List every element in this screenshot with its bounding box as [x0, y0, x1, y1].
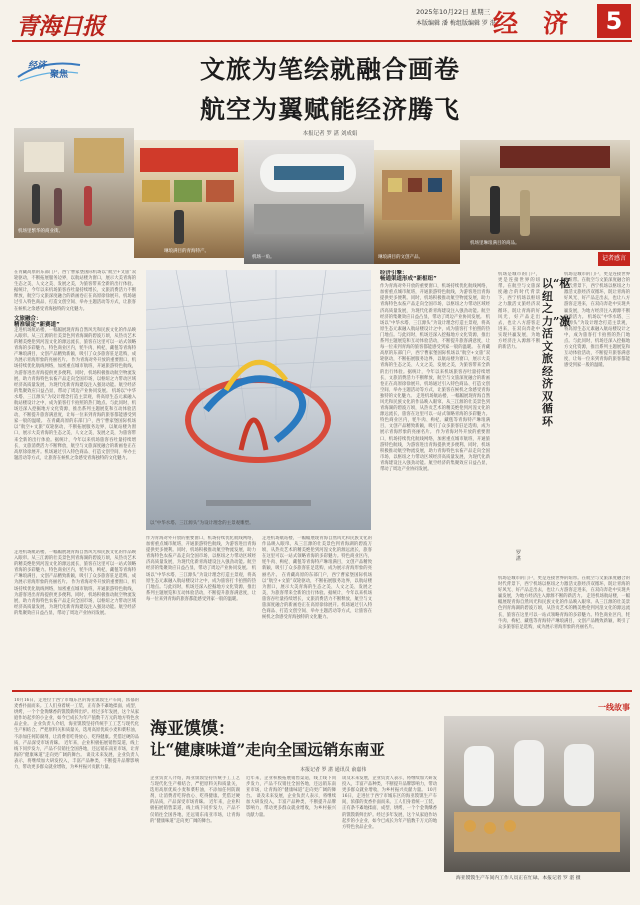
photo-shop-street	[14, 128, 134, 238]
page-number: 5	[605, 7, 623, 35]
sculpture-illustration	[146, 270, 371, 530]
photo-cultural-products	[374, 150, 460, 264]
photo-store-goods	[460, 140, 630, 250]
masthead-editor: 本版编辑 潘 梅	[416, 20, 456, 27]
photo-bakery	[444, 716, 630, 872]
bottom-headline-1: 海亚馍馍：	[150, 719, 235, 739]
commentary-text-right: 机场是城市的门户，更是连接世界的纽带。在航空与文旅深度融合的时代背景下，西宁机场以枢纽之力激活文旅经济双循环，既让青海的好风光、好产品走出去，也让八方游客走进来，在双向奔赴中实现共赢发展，为地方经济注入源源不断的新活力。 机场以“中华水塔、三江源头”为设计理念打造主景观，将高原生态元素融入航站楼设计之中，成为旅客打卡拍照的热门地点。与此同时，机场还深入挖掘地方文化资源，推出系列主题展览和互动体验活动，不断提升旅客满意度，让每一位来到青海的旅客都能感受到家一般的温暖。	[564, 272, 630, 369]
lead-byline: 本报记者 罗 湛 刘成娟	[302, 131, 358, 137]
story-tag-label: 一线故事	[598, 703, 630, 712]
column-tag-top: 经济	[28, 61, 47, 71]
subhead-2: 精准锚定“新赛道”	[14, 321, 60, 328]
commentary-title: 以“枢纽之力”激活文旅经济双循环	[542, 277, 571, 428]
photo-cultural-products-caption: 琳琅满目的文创产品。	[378, 255, 423, 260]
body-col-1: 在青藏高原的东部门户，西宁曹家堡国际机场以“航空+文旅”双轮驱动，不断拓展服务边界，以航站楼为窗口，展示大美青海的生态之美、人文之美、发展之美，为旅客带来全新的出行体验。据统计，今年以来机场旅客吞吐量持续增长，文旅消费活力不断释放，航空与文旅深度融合的新画卷正在高原徐徐展开。机场通过引入特色商品、打造文创空间、举办主题活动等方式，让旅客在候机之余感受青海独特的文化魅力。 文旅融合： 精准锚定“新赛道” 走进机场航站楼，一幅幅展现青海自然风光和民族文化的作品映入眼帘。从三江源的壮美景色到青海湖的碧波万顷，从热贡艺术的精美绝伦到河湟文化的源远流长，旅客在这里可以一站式领略青海的多彩魅力。特色商业区内，牦牛肉、枸杞、藏毯等青海特产琳琅满目，文创产品精致新颖，吸引了众多旅客驻足选购，成为展示青海形象的亮丽名片。 作为青海对外开放的重要窗口，机场持续优化航线网络，加密重点城市航班，开通旅游特色航线，为游客进出青海提供更多便利。同时，机场积极推动航空物流发展，助力青海特色农畜产品走向全国市场，以枢纽之力带动区域经济高质量发展，为现代化新青海建设注入强劲动能。航空经济的集聚效应日益凸显，带动了周边产业协同发展。 机场以“中华水塔、三江源头”为设计理念打造主景观，将高原生态元素融入航站楼设计之中，成为旅客打卡拍照的热门地点。与此同时，机场还深入挖掘地方文化资源，推出系列主题展览和互动体验活动，不断提升旅客满意度，让每一位来到青海的旅客都能感受到家一般的温暖。 在青藏高原的东部门户，西宁曹家堡国际机场以“航空+文旅”双轮驱动，不断拓展服务边界，以航站楼为窗口，展示大美青海的生态之美、人文之美、发展之美，为旅客带来全新的出行体验。据统计，今年以来机场旅客吞吐量持续增长，文旅消费活力不断释放，航空与文旅深度融合的新画卷正在高原徐徐展开。机场通过引入特色商品、打造文创空间、举办主题活动等方式，让旅客在候机之余感受青海独特的文化魅力。	[14, 270, 136, 461]
column-tag-swoosh	[14, 55, 84, 85]
bottom-byline: 本报记者 罗 湛 通讯员 俞嘉伟	[300, 767, 367, 773]
photo-store-goods-caption: 机场里琳琅满目的商品。	[470, 241, 520, 246]
commentary-text-left: 机场是城市的门户，更是连接世界的纽带。在航空与文旅深度融合的时代背景下，西宁机场以枢纽之力激活文旅经济双循环，既让青海的好风光、好产品走出去，也让八方游客走进来，在双向奔赴中实现共赢发展，为地方经济注入源源不断的新活力。	[498, 272, 540, 351]
subhead-1: 文旅融合：	[14, 315, 42, 322]
photo-sculpture	[146, 270, 371, 530]
bottom-col-1: 10月16日，走进位于西宁市城东区的海亚馍馍生产车间，浓郁的麦香扑面而来。工人们身着统一工装，正有条不紊地揉面、成型、烘烤，一个个金黄酥香的馍馍新鲜出炉。经过多年发展，这个从家庭作坊起步的小企业，如今已成长为年产值数千万元的地方特色食品企业。 企业负责人介绍，海亚馍馍坚持传统手工工艺与现代化生产相结合，严把原料关和质量关，选用高原优质小麦和菜籽油，不添加任何防腐剂，让消费者吃得放心、吃得健康。凭借过硬的品质，产品深受市场青睐。 近年来，企业积极拓展销售渠道，线上线下同步发力，产品不仅销往全国各地，还远销东南亚市场，让青海的“健康味道”走向更广阔的舞台。 谈及未来发展，企业负责人表示，将继续加大研发投入，丰富产品种类，不断提升品牌影响力，带动更多群众就业增收，为乡村振兴贡献力量。	[14, 698, 139, 771]
photo-airport-corner-caption: 机场一角。	[252, 255, 275, 260]
lead-headline-2: 航空为翼赋能经济腾飞	[199, 95, 460, 124]
body-col-2: 作为青海对外开放的重要窗口，机场持续优化航线网络，加密重点城市航班，开通旅游特色航线，为游客进出青海提供更多便利。同时，机场积极推动航空物流发展，助力青海特色农畜产品走向全国市场，以枢纽之力带动区域经济高质量发展，为现代化新青海建设注入强劲动能。航空经济的集聚效应日益凸显，带动了周边产业协同发展。 机场以“中华水塔、三江源头”为设计理念打造主景观，将高原生态元素融入航站楼设计之中，成为旅客打卡拍照的热门地点。与此同时，机场还深入挖掘地方文化资源，推出系列主题展览和互动体验活动，不断提升旅客满意度，让每一位来到青海的旅客都能感受到家一般的温暖。	[146, 536, 256, 602]
lead-headline-1: 文旅为笔绘就融合画卷	[199, 55, 460, 84]
commentary-tag-label: 记者感言	[601, 255, 626, 262]
bottom-headline-2: 让“健康味道”走向全国远销东南亚	[150, 740, 385, 759]
bottom-col-3: 近年来，企业积极拓展销售渠道，线上线下同步发力，产品不仅销往全国各地，还远销东南亚市场，让青海的“健康味道”走向更广阔的舞台。 谈及未来发展，企业负责人表示，将继续加大研发投入，丰富产品种类，不断提升品牌影响力，带动更多群众就业增收，为乡村振兴贡献力量。	[246, 776, 336, 818]
body-col-3: 走进机场航站楼，一幅幅展现青海自然风光和民族文化的作品映入眼帘。从三江源的壮美景色到青海湖的碧波万顷，从热贡艺术的精美绝伦到河湟文化的源远流长，旅客在这里可以一站式领略青海的多彩魅力。特色商业区内，牦牛肉、枸杞、藏毯等青海特产琳琅满目，文创产品精致新颖，吸引了众多旅客驻足选购，成为展示青海形象的亮丽名片。 在青藏高原的东部门户，西宁曹家堡国际机场以“航空+文旅”双轮驱动，不断拓展服务边界，以航站楼为窗口，展示大美青海的生态之美、人文之美、发展之美，为旅客带来全新的出行体验。据统计，今年以来机场旅客吞吐量持续增长，文旅消费活力不断释放，航空与文旅深度融合的新画卷正在高原徐徐展开。机场通过引入特色商品、打造文创空间、举办主题活动等方式，让旅客在候机之余感受青海独特的文化魅力。	[262, 536, 372, 621]
photo-airport-corner	[244, 140, 374, 264]
masthead-date: 2025年10月22日 星期三	[416, 8, 491, 16]
photo-specialty-goods-caption: 琳琅满目的青海特产。	[164, 249, 209, 254]
body-col-1b: 走进机场航站楼，一幅幅展现青海自然风光和民族文化的作品映入眼帘。从三江源的壮美景色到青海湖的碧波万顷，从热贡艺术的精美绝伦到河湟文化的源远流长，旅客在这里可以一站式领略青海的多彩魅力。特色商业区内，牦牛肉、枸杞、藏毯等青海特产琳琅满目，文创产品精致新颖，吸引了众多旅客驻足选购，成为展示青海形象的亮丽名片。 作为青海对外开放的重要窗口，机场持续优化航线网络，加密重点城市航班，开通旅游特色航线，为游客进出青海提供更多便利。同时，机场积极推动航空物流发展，助力青海特色农畜产品走向全国市场，以枢纽之力带动区域经济高质量发展，为现代化新青海建设注入强劲动能。航空经济的集聚效应日益凸显，带动了周边产业协同发展。	[14, 550, 136, 616]
commentary-box	[496, 250, 632, 686]
commentary-text-bottom: 机场是城市的门户，更是连接世界的纽带。在航空与文旅深度融合的时代背景下，西宁机场以枢纽之力激活文旅经济双循环，既让青海的好风光、好产品走出去，也让八方游客走进来，在双向奔赴中实现共赢发展，为地方经济注入源源不断的新活力。 走进机场航站楼，一幅幅展现青海自然风光和民族文化的作品映入眼帘。从三江源的壮美景色到青海湖的碧波万顷，从热贡艺术的精美绝伦到河湟文化的源远流长，旅客在这里可以一站式领略青海的多彩魅力。特色商业区内，牦牛肉、枸杞、藏毯等青海特产琳琅满目，文创产品精致新颖，吸引了众多旅客驻足选购，成为展示青海形象的亮丽名片。	[498, 576, 630, 630]
page-number-box	[597, 4, 631, 38]
subhead-3: 经济引擎：	[380, 270, 408, 276]
commentary-author: 罗 湛	[516, 550, 522, 562]
column-tag	[14, 55, 84, 85]
photo-specialty-goods	[134, 140, 244, 258]
photo-bakery-caption: 海亚馍馍生产车间内工作人员正在忙碌。本报记者 罗 湛 摄	[456, 876, 581, 881]
masthead-rule	[12, 40, 632, 42]
section-title: 经 济	[493, 9, 569, 38]
subhead-4: 畅通渠道形成“新枢纽”	[380, 276, 437, 283]
masthead-designer: 组版编辑 罗 湛	[456, 20, 496, 27]
masthead	[0, 0, 640, 44]
bottom-col-4: 谈及未来发展，企业负责人表示，将继续加大研发投入，丰富产品种类，不断提升品牌影响力，带动更多群众就业增收，为乡村振兴贡献力量。 10月16日，走进位于西宁市城东区的海亚馍馍生产车间，浓郁的麦香扑面而来。工人们身着统一工装，正有条不紊地揉面、成型、烘烤，一个个金黄酥香的馍馍新鲜出炉。经过多年发展，这个从家庭作坊起步的小企业，如今已成长为年产值数千万元的地方特色食品企业。	[342, 776, 437, 830]
section-divider	[12, 690, 632, 692]
commentary-tag	[598, 252, 630, 266]
photo-shop-street-caption: 机场里繁华的商业街。	[18, 229, 63, 234]
bottom-col-2: 企业负责人介绍，海亚馍馍坚持传统手工工艺与现代化生产相结合，严把原料关和质量关，选用高原优质小麦和菜籽油，不添加任何防腐剂，让消费者吃得放心、吃得健康。凭借过硬的品质，产品深受市场青睐。 近年来，企业积极拓展销售渠道，线上线下同步发力，产品不仅销往全国各地，还远销东南亚市场，让青海的“健康味道”走向更广阔的舞台。	[150, 776, 240, 824]
column-tag-bottom: 聚焦	[50, 70, 69, 80]
photo-sculpture-caption: 以“中华水塔、三江源头”为设计理念的主景观雕塑。	[150, 521, 254, 526]
story-tag	[580, 702, 630, 716]
masthead-logo: 青海日报	[16, 13, 104, 40]
body-col-4: 经济引擎： 畅通渠道形成“新枢纽” 作为青海对外开放的重要窗口，机场持续优化航线网络，加密重点城市航班，开通旅游特色航线，为游客进出青海提供更多便利。同时，机场积极推动航空物流发展，助力青海特色农畜产品走向全国市场，以枢纽之力带动区域经济高质量发展，为现代化新青海建设注入强劲动能。航空经济的集聚效应日益凸显，带动了周边产业协同发展。 机场以“中华水塔、三江源头”为设计理念打造主景观，将高原生态元素融入航站楼设计之中，成为旅客打卡拍照的热门地点。与此同时，机场还深入挖掘地方文化资源，推出系列主题展览和互动体验活动，不断提升旅客满意度，让每一位来到青海的旅客都能感受到家一般的温暖。 在青藏高原的东部门户，西宁曹家堡国际机场以“航空+文旅”双轮驱动，不断拓展服务边界，以航站楼为窗口，展示大美青海的生态之美、人文之美、发展之美，为旅客带来全新的出行体验。据统计，今年以来机场旅客吞吐量持续增长，文旅消费活力不断释放，航空与文旅深度融合的新画卷正在高原徐徐展开。机场通过引入特色商品、打造文创空间、举办主题活动等方式，让旅客在候机之余感受青海独特的文化魅力。 走进机场航站楼，一幅幅展现青海自然风光和民族文化的作品映入眼帘。从三江源的壮美景色到青海湖的碧波万顷，从热贡艺术的精美绝伦到河湟文化的源远流长，旅客在这里可以一站式领略青海的多彩魅力。特色商业区内，牦牛肉、枸杞、藏毯等青海特产琳琅满目，文创产品精致新颖，吸引了众多旅客驻足选购，成为展示青海形象的亮丽名片。 作为青海对外开放的重要窗口，机场持续优化航线网络，加密重点城市航班，开通旅游特色航线，为游客进出青海提供更多便利。同时，机场积极推动航空物流发展，助力青海特色农畜产品走向全国市场，以枢纽之力带动区域经济高质量发展，为现代化新青海建设注入强劲动能。航空经济的集聚效应日益凸显，带动了周边产业协同发展。	[380, 270, 490, 472]
